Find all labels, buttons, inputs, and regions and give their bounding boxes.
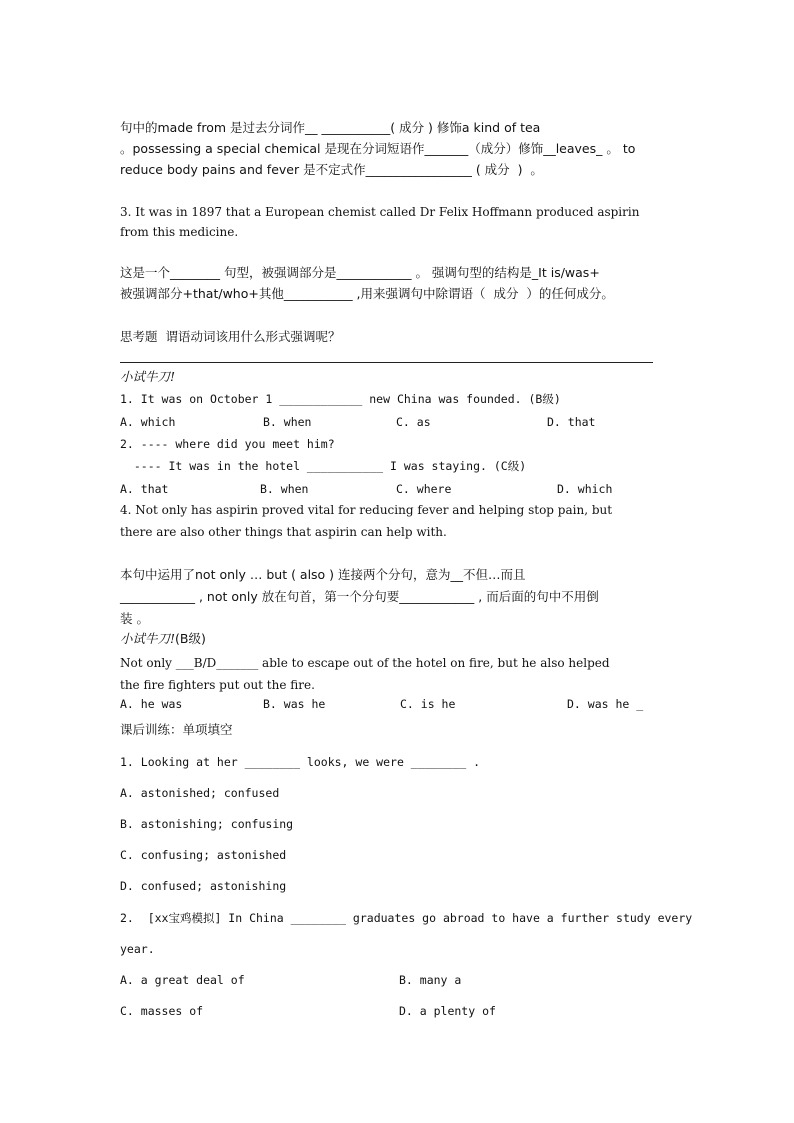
try1-question-1: 1. It was on October 1 ____________ new China was founded. (B级) — [120, 392, 561, 406]
practice-q2-option-b: B. many a — [399, 973, 462, 987]
try1-q2-option-d: D. which — [557, 482, 613, 496]
notonly-line-2: ____________ , not only 放在句首，第一个分句要____________ , 而后面的句中不用倒 — [120, 589, 599, 604]
practice-q2-option-d: D. a plenty of — [399, 1004, 496, 1018]
analysis-line-2: 。possessing a special chemical 是现在分词短语作_______（成分）修饰__leaves_ 。 to — [120, 141, 636, 156]
try1-q2-option-b: B. when — [260, 482, 309, 496]
practice-question-2b: year. — [120, 942, 155, 956]
try1-q1-option-d: D. that — [547, 415, 596, 429]
sentence-3-line-2: from this medicine. — [120, 225, 239, 239]
try2-level: (B级) — [175, 631, 206, 646]
notonly-line-3: 装 。 — [120, 611, 149, 626]
sentence-4-line-2: there are also other things that aspirin can help with. — [120, 525, 447, 539]
try-heading-2: 小试牛刀! — [120, 631, 176, 646]
try1-question-2b: ---- It was in the hotel ___________ I was staying. (C级) — [120, 459, 527, 473]
practice-question-1: 1. Looking at her ________ looks, we were ________ . — [120, 755, 481, 769]
try-heading-1: 小试牛刀! — [120, 369, 176, 384]
sentence-4-line-1: 4. Not only has aspirin proved vital for reducing fever and helping stop pain, but — [120, 503, 613, 517]
practice-q1-option-a: A. astonished; confused — [120, 786, 280, 800]
try1-q1-option-a: A. which — [120, 415, 176, 429]
divider-line — [120, 362, 653, 363]
try2-option-b: B. was he — [263, 697, 326, 711]
analysis-line-3: reduce body pains and fever 是不定式作_________________ ( 成分 ) 。 — [120, 162, 543, 177]
try1-q2-option-c: C. where — [396, 482, 452, 496]
try1-question-2a: 2. ---- where did you meet him? — [120, 437, 335, 451]
notonly-line-1: 本句中运用了not only … but ( also ) 连接两个分句，意为__不但…而且 — [120, 567, 526, 582]
practice-q2-option-a: A. a great deal of — [120, 973, 245, 987]
practice-q1-option-b: B. astonishing; confusing — [120, 817, 294, 831]
try2-option-d: D. was he _ — [567, 697, 644, 711]
try1-q1-option-c: C. as — [396, 415, 431, 429]
practice-q2-option-c: C. masses of — [120, 1004, 204, 1018]
try2-line-2: the fire fighters put out the fire. — [120, 678, 315, 692]
practice-q1-option-c: C. confusing; astonished — [120, 848, 287, 862]
practice-q1-option-d: D. confused; astonishing — [120, 879, 287, 893]
sentence-3-line-1: 3. It was in 1897 that a European chemist called Dr Felix Hoffmann produced aspirin — [120, 205, 640, 219]
try2-line-1: Not only ___B/D_______ able to escape out of the hotel on fire, but he also helped — [120, 656, 610, 670]
try2-option-a: A. he was — [120, 697, 183, 711]
emphasis-line-1: 这是一个________ 句型，被强调部分是____________ 。 强调句型的结构是_It is/was+ — [120, 265, 600, 280]
emphasis-line-2: 被强调部分+that/who+其他___________ ,用来强调句中除谓语（ 成分 ）的任何成分。 — [120, 286, 614, 301]
think-question: 思考题 谓语动词该用什么形式强调呢？ — [120, 329, 341, 344]
analysis-line-1: 句中的made from 是过去分词作__ ___________( 成分 ) 修饰a kind of tea — [120, 120, 541, 135]
practice-title: 课后训练：单项填空 — [120, 722, 233, 737]
try1-q1-option-b: B. when — [263, 415, 312, 429]
try1-q2-option-a: A. that — [120, 482, 169, 496]
try2-option-c: C. is he — [400, 697, 456, 711]
practice-question-2a: 2. [xx宝鸡模拟] In China ________ graduates go abroad to have a further study every — [120, 911, 693, 925]
